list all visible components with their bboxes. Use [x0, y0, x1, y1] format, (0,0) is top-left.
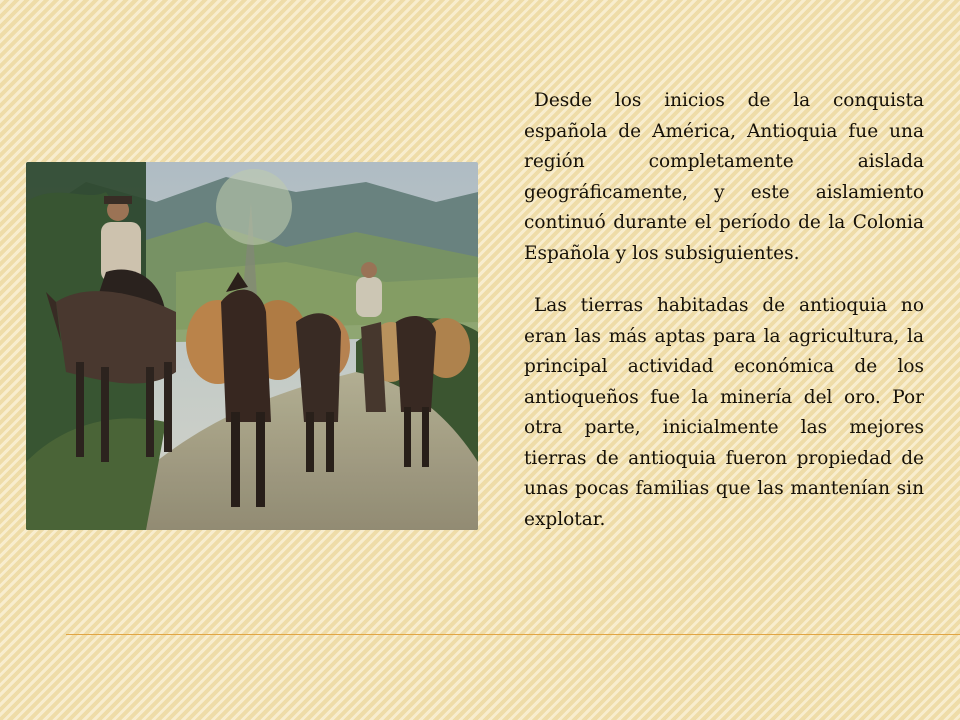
- footer-divider: [66, 634, 960, 635]
- paragraph-isolation: Desde los inicios de la conquista española de América, Antioquia fue una región completamente aislada geográficamente, y este aislamiento continuó durante el período de la Colonia Española y los subsiguientes.: [524, 90, 924, 264]
- paragraph-mining-part-b: Por otra parte, inicialmente las mejores tierras de antioquia fueron propiedad de unas pocas familias que las mantenían sin explotar.: [524, 386, 924, 530]
- paragraph-mining: [524, 291, 924, 535]
- muleteers-painting: [26, 162, 478, 530]
- body-text: [524, 86, 924, 535]
- painting-illustration: [26, 162, 478, 530]
- paragraph-mining-part-a: Las tierras habitadas de antioquia no eran las más aptas para la agricultura, la principal actividad económica de los antioqueños fue la minería del oro.: [524, 295, 924, 408]
